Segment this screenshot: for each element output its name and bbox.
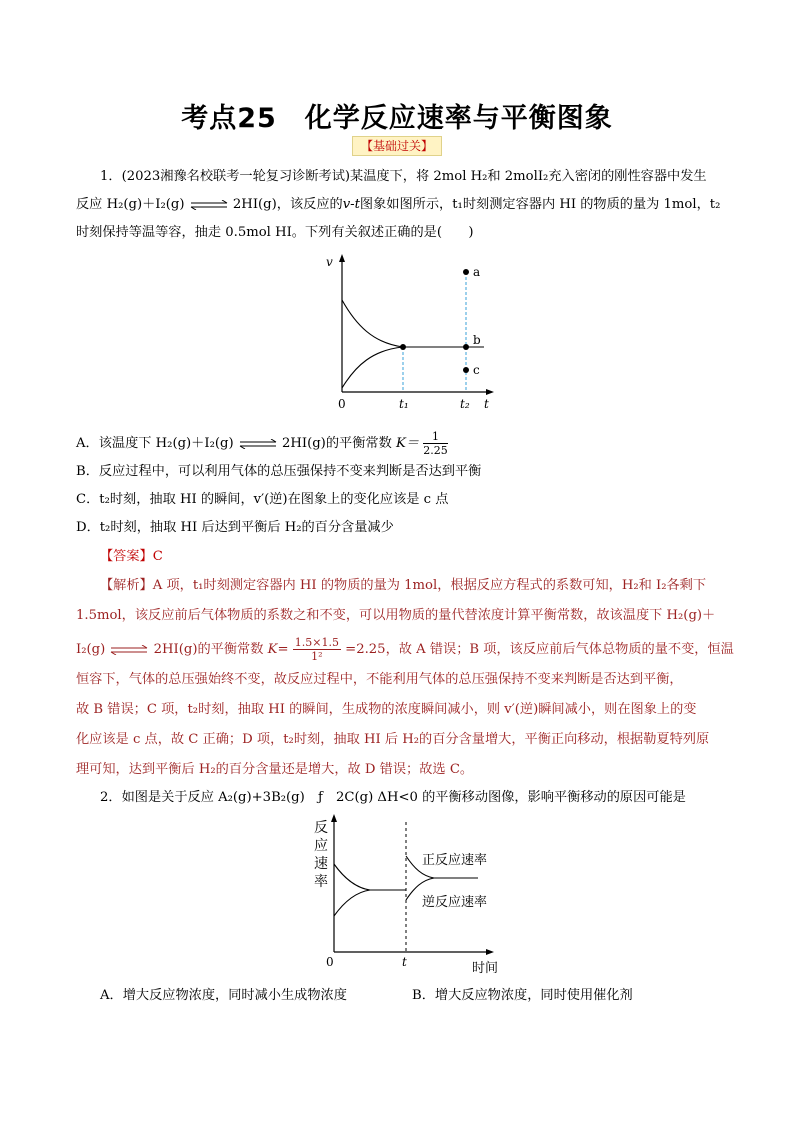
section-badge: 【基础过关】 [352, 136, 442, 156]
q1-answer: 【答案】C [100, 549, 163, 564]
q1-option-a-k: K＝ [395, 436, 420, 451]
equilibrium-arrow-icon [238, 439, 278, 449]
fraction-numerator: 1 [423, 430, 448, 444]
q1-explanation-line2: 1.5mol，该反应前后气体物质的系数之和不变，可以用物质的量代替浓度计算平衡常数，故该温度下 H₂(g)＋ [76, 608, 716, 623]
fraction-denominator: 2.25 [423, 444, 448, 457]
y-label-3: 速 [314, 856, 328, 872]
q1-reaction: 反应 H₂(g)＋I₂(g) [76, 197, 185, 212]
q1-option-c: C．t₂时刻，抽取 HI 的瞬间，v′(逆)在图象上的变化应该是 c 点 [76, 492, 449, 507]
q1-exp-result: =2.25，故 A 错误；B 项，该反应前后气体总物质的量不变，恒温 [345, 642, 734, 657]
q1-explanation-line4: 恒容下，气体的总压强始终不变，故反应过程中，不能利用气体的总压强保持不变来判断是否达到平衡， [76, 672, 683, 687]
point-b [463, 344, 469, 350]
q1-stem-line2 [76, 195, 720, 215]
q1-explanation-line6: 化应该是 c 点，故 C 正确；D 项，t₂时刻，抽取 HI 后 H₂的百分含量增大，平衡正向移动，根据勒夏特列原 [76, 732, 710, 747]
origin-label: 0 [326, 955, 334, 969]
forward-rate-label: 正反应速率 [422, 853, 488, 868]
t1-label: t₁ [399, 397, 409, 411]
q1-vt-chart [318, 250, 498, 415]
equilibrium-arrow-icon [109, 645, 149, 655]
y-label-1: 反 [314, 820, 328, 836]
fraction-denominator: 1² [311, 650, 323, 663]
y-label-2: 应 [314, 838, 328, 854]
q1-vt: v-t [342, 197, 360, 212]
y-axis-arrow-icon [339, 254, 345, 262]
point-a [463, 269, 469, 275]
x-axis-label: t [484, 397, 489, 411]
origin-label: 0 [338, 397, 346, 411]
fraction-numerator: 1.5×1.5 [294, 636, 339, 649]
q1-stem-line2-b: 2HI(g)，该反应的 [232, 197, 343, 212]
q2-option-b: B．增大反应物浓度，同时使用催化剂 [412, 988, 633, 1003]
q1-exp-reactant: I₂(g) [76, 642, 106, 657]
q1-explanation-line1: 【解析】A 项，t₁时刻测定容器内 HI 的物质的量为 1mol，根据反应方程式的系数可知，H₂和 I₂各剩下 [100, 578, 707, 593]
page-title: 考点25 化学反应速率与平衡图象 [181, 103, 613, 134]
point-t1 [400, 344, 406, 350]
q1-option-a-text: A．该温度下 H₂(g)＋I₂(g) [76, 436, 234, 451]
label-b: b [473, 333, 481, 347]
q1-option-a-text2: 2HI(g)的平衡常数 [282, 436, 392, 451]
x-axis-label: 时间 [472, 961, 499, 976]
q1-exp-product: 2HI(g)的平衡常数 [153, 642, 264, 657]
q1-exp-fraction [293, 636, 341, 663]
forward-rate-curve [342, 300, 403, 347]
q2-stem: 2．如图是关于反应 A₂(g)+3B₂(g) ƒ 2C(g) ΔH<0 的平衡移动图像，影响平衡移动的原因可能是 [100, 790, 686, 805]
y-axis-label: v [326, 255, 333, 269]
point-c [463, 367, 469, 373]
q1-explanation-line3 [76, 636, 734, 663]
q1-stem-line2-d: 图象如图所示，t₁时刻测定容器内 HI 的物质的量为 1mol，t₂ [359, 197, 721, 212]
q1-option-a [76, 430, 448, 457]
q1-explanation-line7: 理可知，达到平衡后 H₂的百分含量还是增大，故 D 错误；故选 C。 [76, 762, 474, 777]
initial-reverse-curve [334, 890, 370, 916]
y-label-4: 率 [314, 874, 328, 890]
y-axis-arrow-icon [331, 814, 337, 822]
q1-option-a-fraction [423, 430, 448, 457]
reverse-rate-curve [342, 347, 403, 388]
label-c: c [473, 363, 480, 377]
q1-option-d: D．t₂时刻，抽取 HI 后达到平衡后 H₂的百分含量减少 [76, 520, 394, 535]
label-a: a [473, 265, 481, 279]
reverse-rate-label: 逆反应速率 [422, 895, 488, 910]
equilibrium-arrow-icon [189, 200, 229, 210]
q1-explanation-line5: 故 B 错误；C 项，t₂时刻，抽取 HI 的瞬间，生成物的浓度瞬间减小，则 v′(逆)瞬间减小，则在图象上的变 [76, 702, 697, 717]
q2-option-a: A．增大反应物浓度，同时减小生成物浓度 [100, 988, 347, 1003]
q2-rate-chart [310, 812, 510, 980]
q1-option-b: B．反应过程中，可以利用气体的总压强保持不变来判断是否达到平衡 [76, 464, 482, 479]
x-axis-arrow-icon [486, 949, 494, 955]
t2-label: t₂ [460, 397, 470, 411]
q1-stem-line1: 1．(2023湘豫名校联考一轮复习诊断考试)某温度下，将 2mol H₂和 2molI₂充入密闭的刚性容器中发生 [100, 169, 707, 184]
initial-forward-curve [334, 864, 370, 890]
x-axis-arrow-icon [486, 389, 494, 395]
q1-stem-line3: 时刻保持等温等容，抽走 0.5mol HI。下列有关叙述正确的是( ) [76, 225, 474, 240]
t-label: t [402, 955, 407, 969]
q1-exp-k: K= [267, 642, 289, 657]
